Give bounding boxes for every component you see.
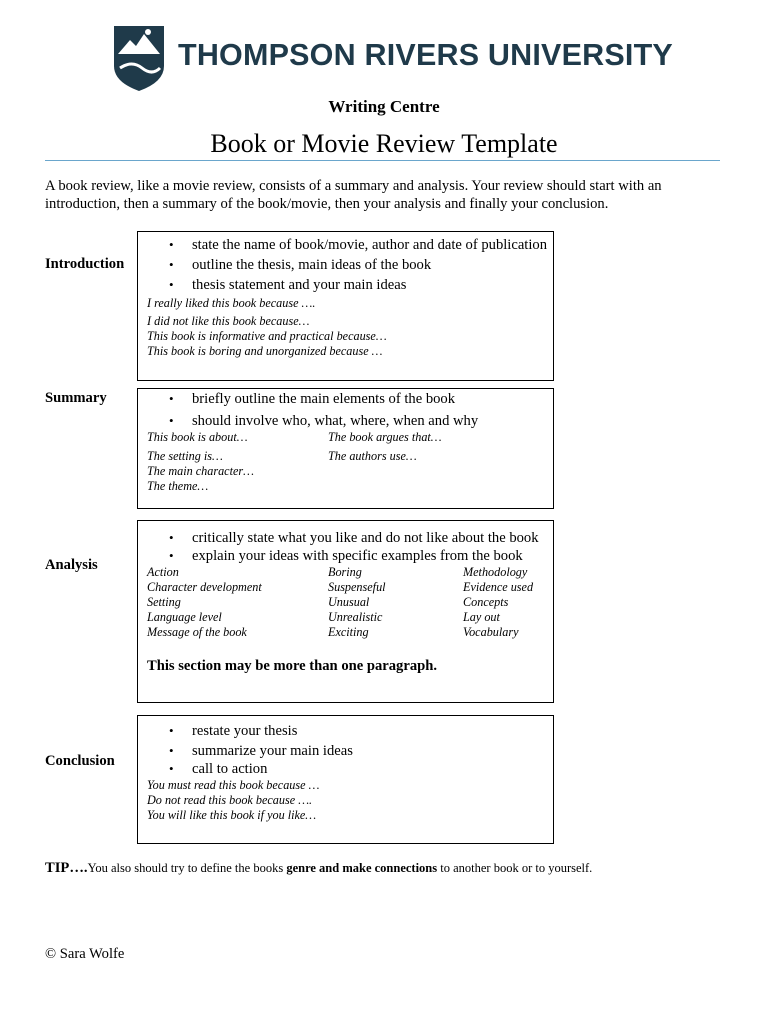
example-line: The main character… [147,464,254,478]
tip-text-end: to another book or to yourself. [437,861,593,875]
tip-lead: TIP…. [45,860,88,876]
example-line: You must read this book because … [147,778,320,792]
analysis-box [137,520,554,703]
list-item: • briefly outline the main elements of the book [138,390,553,408]
summary-bullets [138,390,553,430]
example-line: Concepts [463,595,509,609]
example-line: This book is boring and unorganized because … [147,344,383,358]
list-item: • summarize your main ideas [138,742,553,760]
example-line: Message of the book [147,625,247,639]
example-column [147,565,328,640]
example-line: Unrealistic [328,610,383,624]
list-item: • thesis statement and your main ideas [138,276,553,294]
list-item: • restate your thesis [138,722,553,740]
title-divider [45,160,720,161]
example-line: The authors use… [328,449,417,463]
example-line: Action [147,565,179,579]
list-item: • state the name of book/movie, author and date of publication [138,234,553,256]
tip-text: You also should try to define the books [87,861,287,875]
conclusion-box [137,715,554,844]
example-line: You will like this book if you like… [147,808,317,822]
section-label-analysis: Analysis [45,557,98,573]
example-line: This book is informative and practical because… [147,329,387,343]
introduction-examples [138,296,553,359]
list-item: • explain your ideas with specific examples from the book [138,547,553,565]
example-line: Character development [147,580,262,594]
intro-paragraph: A book review, like a movie review, consists of a summary and analysis. Your review should start with an introduction, then a summary of the book/movie, then your analysis and finally your conclusion. [45,178,662,212]
university-name: THOMPSON RIVERS UNIVERSITY [178,38,673,72]
list-item: • critically state what you like and do not like about the book [138,529,553,547]
example-line: Setting [147,595,181,609]
analysis-examples [138,565,553,640]
analysis-note: This section may be more than one paragraph. [147,658,437,674]
example-line: Boring [328,565,362,579]
example-column [328,430,528,494]
list-item: • should involve who, what, where, when and why [138,412,553,430]
tip-emphasis: genre and make connections [286,861,438,875]
conclusion-bullets [138,722,553,778]
conclusion-examples [138,778,553,823]
page-title: Book or Movie Review Template [210,129,558,158]
example-line: Vocabulary [463,625,519,639]
section-label-introduction: Introduction [45,256,125,272]
example-line: Unusual [328,595,370,609]
introduction-bullets [138,234,553,294]
example-line: Language level [147,610,222,624]
example-column [328,565,463,640]
list-item: • outline the thesis, main ideas of the book [138,256,553,274]
example-line: Exciting [328,625,369,639]
example-line: Do not read this book because …. [147,793,313,807]
department-heading: Writing Centre [328,97,440,116]
analysis-bullets [138,529,553,565]
example-line: Suspenseful [328,580,386,594]
example-line: I did not like this book because… [147,314,310,328]
example-line: Lay out [463,610,500,624]
example-line: I really liked this book because …. [147,296,316,310]
copyright: © Sara Wolfe [45,946,125,962]
section-label-conclusion: Conclusion [45,753,115,769]
example-line: Methodology [463,565,528,579]
section-label-summary: Summary [45,390,107,406]
summary-box [137,388,554,509]
example-line: The book argues that… [328,430,442,444]
example-column [147,430,328,494]
example-line: The setting is… [147,449,223,463]
university-logo-shield [112,24,166,92]
list-item: • call to action [138,760,553,778]
example-column [463,565,553,640]
example-line: Evidence used [463,580,534,594]
example-line: The theme… [147,479,209,493]
tip-line [45,860,592,877]
introduction-box [137,231,554,381]
example-line: This book is about… [147,430,248,444]
summary-examples [138,430,553,494]
